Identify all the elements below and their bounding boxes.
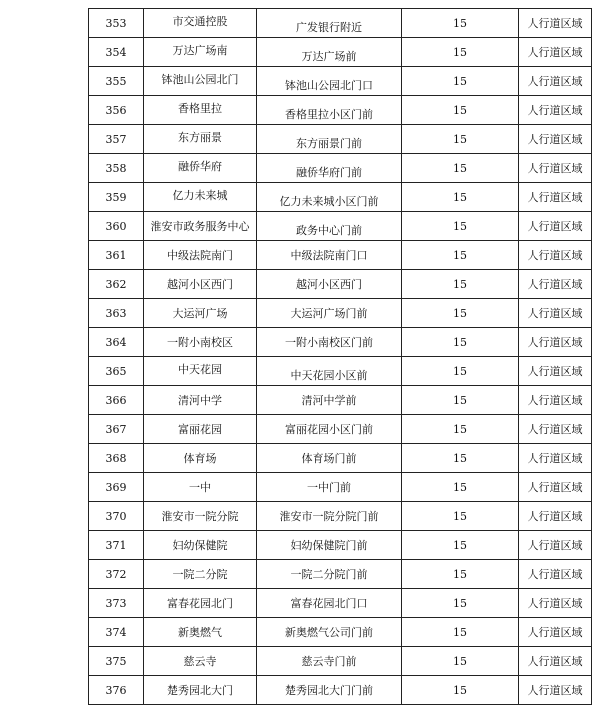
cell-number-text: 358 — [105, 161, 127, 175]
cell-location — [257, 531, 402, 560]
cell-count — [402, 473, 519, 502]
cell-count — [402, 618, 519, 647]
cell-name-text: 富丽花园 — [178, 422, 222, 436]
cell-name — [144, 444, 257, 473]
cell-location — [257, 183, 402, 212]
cell-count-text: 15 — [453, 190, 467, 204]
table-row — [89, 473, 592, 502]
cell-area-text: 人行道区域 — [527, 306, 583, 320]
cell-location-text: 越河小区西门 — [296, 277, 362, 291]
cell-name — [144, 67, 257, 96]
cell-name-text: 市交通控股 — [172, 14, 228, 28]
cell-name — [144, 328, 257, 357]
cell-location — [257, 9, 402, 38]
cell-name-text: 妇幼保健院 — [172, 538, 228, 552]
cell-number — [89, 502, 144, 531]
table-row — [89, 125, 592, 154]
table-row — [89, 67, 592, 96]
table-body — [89, 9, 592, 705]
cell-number-text: 356 — [105, 103, 127, 117]
cell-location-text: 钵池山公园北门口 — [285, 78, 373, 92]
cell-number — [89, 125, 144, 154]
cell-count-text: 15 — [453, 161, 467, 175]
cell-count-text: 15 — [453, 364, 467, 378]
table-row — [89, 357, 592, 386]
table-row — [89, 38, 592, 67]
cell-location-text: 清河中学前 — [301, 393, 357, 407]
cell-location — [257, 560, 402, 589]
cell-name — [144, 183, 257, 212]
cell-location-text: 富春花园北门口 — [290, 596, 368, 610]
cell-area-text: 人行道区域 — [527, 74, 583, 88]
cell-area-text: 人行道区域 — [527, 683, 583, 697]
cell-location — [257, 212, 402, 241]
cell-area — [519, 386, 592, 415]
cell-number-text: 362 — [105, 277, 127, 291]
cell-area — [519, 502, 592, 531]
cell-number — [89, 67, 144, 96]
cell-area-text: 人行道区域 — [527, 538, 583, 552]
cell-count-text: 15 — [453, 480, 467, 494]
cell-number-text: 373 — [105, 596, 127, 610]
cell-name-text: 香格里拉 — [178, 101, 222, 115]
cell-name-text: 体育场 — [183, 451, 217, 465]
cell-location-text: 一院二分院门前 — [290, 567, 368, 581]
cell-area-text: 人行道区域 — [527, 654, 583, 668]
cell-count-text: 15 — [453, 219, 467, 233]
cell-location-text: 富丽花园小区门前 — [285, 422, 373, 436]
cell-location-text: 亿力未来城小区门前 — [279, 194, 379, 208]
cell-area-text: 人行道区域 — [527, 161, 583, 175]
cell-number — [89, 328, 144, 357]
cell-name — [144, 560, 257, 589]
cell-number-text: 361 — [105, 248, 127, 262]
cell-number — [89, 618, 144, 647]
cell-number-text: 374 — [105, 625, 127, 639]
cell-area — [519, 270, 592, 299]
cell-number-text: 357 — [105, 132, 127, 146]
cell-area-text: 人行道区域 — [527, 567, 583, 581]
cell-count — [402, 531, 519, 560]
cell-location-text: 中天花园小区前 — [290, 368, 368, 382]
cell-area-text: 人行道区域 — [527, 16, 583, 30]
cell-name — [144, 299, 257, 328]
cell-count-text: 15 — [453, 422, 467, 436]
table-row — [89, 212, 592, 241]
table-row — [89, 502, 592, 531]
cell-area-text: 人行道区域 — [527, 625, 583, 639]
cell-number — [89, 270, 144, 299]
cell-location-text: 一附小南校区门前 — [285, 335, 373, 349]
cell-area — [519, 125, 592, 154]
cell-name — [144, 125, 257, 154]
cell-name — [144, 38, 257, 67]
cell-name-text: 大运河广场 — [172, 306, 228, 320]
cell-area-text: 人行道区域 — [527, 480, 583, 494]
cell-count-text: 15 — [453, 16, 467, 30]
cell-name — [144, 589, 257, 618]
cell-name-text: 钵池山公园北门 — [161, 72, 239, 86]
cell-name-text: 万达广场南 — [172, 43, 228, 57]
cell-location-text: 万达广场前 — [301, 49, 357, 63]
cell-count — [402, 560, 519, 589]
cell-area — [519, 560, 592, 589]
cell-area — [519, 241, 592, 270]
table-row — [89, 270, 592, 299]
cell-number-text: 376 — [105, 683, 127, 697]
cell-area — [519, 444, 592, 473]
cell-count-text: 15 — [453, 74, 467, 88]
cell-number-text: 359 — [105, 190, 127, 204]
cell-number-text: 375 — [105, 654, 127, 668]
cell-count-text: 15 — [453, 509, 467, 523]
cell-number — [89, 38, 144, 67]
cell-location-text: 融侨华府门前 — [296, 165, 362, 179]
cell-count — [402, 154, 519, 183]
cell-count — [402, 38, 519, 67]
cell-number — [89, 444, 144, 473]
cell-area-text: 人行道区域 — [527, 364, 583, 378]
cell-name — [144, 415, 257, 444]
table-row — [89, 96, 592, 125]
cell-location-text: 广发银行附近 — [296, 20, 362, 34]
cell-location — [257, 270, 402, 299]
cell-name — [144, 647, 257, 676]
cell-area — [519, 183, 592, 212]
cell-name — [144, 9, 257, 38]
cell-count — [402, 647, 519, 676]
cell-name-text: 越河小区西门 — [167, 277, 233, 291]
cell-name — [144, 357, 257, 386]
cell-name — [144, 386, 257, 415]
cell-name-text: 融侨华府 — [178, 159, 222, 173]
cell-count — [402, 415, 519, 444]
cell-number-text: 363 — [105, 306, 127, 320]
cell-name-text: 中天花园 — [178, 362, 222, 376]
table-row — [89, 183, 592, 212]
cell-count — [402, 270, 519, 299]
table-row — [89, 9, 592, 38]
cell-number — [89, 531, 144, 560]
cell-location-text: 慈云寺门前 — [301, 654, 357, 668]
cell-number — [89, 212, 144, 241]
cell-count — [402, 241, 519, 270]
cell-area — [519, 96, 592, 125]
table-row — [89, 531, 592, 560]
cell-number-text: 369 — [105, 480, 127, 494]
cell-count-text: 15 — [453, 306, 467, 320]
cell-area-text: 人行道区域 — [527, 335, 583, 349]
cell-location — [257, 241, 402, 270]
table-row — [89, 299, 592, 328]
cell-area-text: 人行道区域 — [527, 190, 583, 204]
cell-name — [144, 96, 257, 125]
cell-area — [519, 473, 592, 502]
cell-area — [519, 38, 592, 67]
cell-number — [89, 676, 144, 705]
cell-location — [257, 328, 402, 357]
table-row — [89, 444, 592, 473]
cell-location — [257, 386, 402, 415]
table-row — [89, 386, 592, 415]
cell-name — [144, 531, 257, 560]
cell-location — [257, 125, 402, 154]
cell-name — [144, 502, 257, 531]
cell-name — [144, 270, 257, 299]
cell-area — [519, 531, 592, 560]
cell-area — [519, 212, 592, 241]
cell-number — [89, 357, 144, 386]
cell-area — [519, 299, 592, 328]
cell-name-text: 淮安市政务服务中心 — [150, 219, 250, 233]
cell-area — [519, 154, 592, 183]
cell-number — [89, 9, 144, 38]
cell-name-text: 富春花园北门 — [167, 596, 233, 610]
cell-location — [257, 502, 402, 531]
cell-number — [89, 241, 144, 270]
cell-number-text: 367 — [105, 422, 127, 436]
cell-name — [144, 618, 257, 647]
cell-number-text: 355 — [105, 74, 127, 88]
cell-name-text: 一中 — [189, 480, 211, 494]
cell-location-text: 大运河广场门前 — [290, 306, 368, 320]
cell-area-text: 人行道区域 — [527, 277, 583, 291]
cell-number-text: 364 — [105, 335, 127, 349]
cell-number-text: 371 — [105, 538, 127, 552]
cell-name — [144, 212, 257, 241]
cell-count — [402, 676, 519, 705]
cell-name-text: 新奥燃气 — [178, 625, 222, 639]
cell-area-text: 人行道区域 — [527, 596, 583, 610]
cell-count-text: 15 — [453, 132, 467, 146]
cell-number-text: 360 — [105, 219, 127, 233]
cell-location — [257, 38, 402, 67]
cell-number-text: 365 — [105, 364, 127, 378]
cell-number — [89, 589, 144, 618]
cell-count-text: 15 — [453, 335, 467, 349]
cell-area — [519, 676, 592, 705]
cell-number — [89, 386, 144, 415]
cell-count — [402, 299, 519, 328]
cell-number-text: 353 — [105, 16, 127, 30]
cell-area-text: 人行道区域 — [527, 248, 583, 262]
cell-area — [519, 357, 592, 386]
table-row — [89, 241, 592, 270]
data-table — [88, 8, 592, 705]
cell-location-text: 体育场门前 — [301, 451, 357, 465]
cell-number — [89, 560, 144, 589]
cell-location — [257, 676, 402, 705]
table-row — [89, 560, 592, 589]
cell-number — [89, 473, 144, 502]
cell-number — [89, 154, 144, 183]
cell-location — [257, 473, 402, 502]
cell-count — [402, 502, 519, 531]
cell-area — [519, 589, 592, 618]
cell-name-text: 东方丽景 — [178, 130, 222, 144]
cell-name-text: 淮安市一院分院 — [161, 509, 239, 523]
table-row — [89, 647, 592, 676]
cell-name-text: 楚秀园北大门 — [167, 683, 233, 697]
cell-count-text: 15 — [453, 277, 467, 291]
cell-location — [257, 589, 402, 618]
cell-location-text: 新奥燃气公司门前 — [285, 625, 373, 639]
table-row — [89, 328, 592, 357]
cell-count-text: 15 — [453, 393, 467, 407]
cell-count-text: 15 — [453, 683, 467, 697]
cell-count — [402, 357, 519, 386]
cell-area-text: 人行道区域 — [527, 103, 583, 117]
cell-count-text: 15 — [453, 45, 467, 59]
cell-location-text: 淮安市一院分院门前 — [279, 509, 379, 523]
cell-location — [257, 618, 402, 647]
cell-number-text: 354 — [105, 45, 127, 59]
cell-area — [519, 67, 592, 96]
cell-location — [257, 415, 402, 444]
cell-area — [519, 647, 592, 676]
cell-area — [519, 415, 592, 444]
cell-count — [402, 444, 519, 473]
cell-count — [402, 328, 519, 357]
cell-count — [402, 386, 519, 415]
table-row — [89, 589, 592, 618]
cell-area-text: 人行道区域 — [527, 509, 583, 523]
cell-number — [89, 415, 144, 444]
cell-location — [257, 299, 402, 328]
cell-name — [144, 241, 257, 270]
cell-location — [257, 67, 402, 96]
cell-name-text: 一院二分院 — [172, 567, 228, 581]
cell-count-text: 15 — [453, 654, 467, 668]
cell-count-text: 15 — [453, 567, 467, 581]
cell-location — [257, 647, 402, 676]
cell-location-text: 楚秀园北大门门前 — [285, 683, 373, 697]
cell-area — [519, 618, 592, 647]
cell-number — [89, 299, 144, 328]
cell-number — [89, 647, 144, 676]
cell-location-text: 妇幼保健院门前 — [290, 538, 368, 552]
cell-location — [257, 154, 402, 183]
cell-name — [144, 473, 257, 502]
cell-name-text: 清河中学 — [178, 393, 222, 407]
cell-name-text: 中级法院南门 — [167, 248, 233, 262]
cell-count-text: 15 — [453, 451, 467, 465]
cell-area-text: 人行道区域 — [527, 393, 583, 407]
cell-location-text: 东方丽景门前 — [296, 136, 362, 150]
cell-area-text: 人行道区域 — [527, 132, 583, 146]
cell-count-text: 15 — [453, 538, 467, 552]
cell-count-text: 15 — [453, 596, 467, 610]
cell-count — [402, 183, 519, 212]
table-row — [89, 154, 592, 183]
cell-count — [402, 212, 519, 241]
cell-count-text: 15 — [453, 248, 467, 262]
cell-number-text: 366 — [105, 393, 127, 407]
cell-name-text: 慈云寺 — [183, 654, 217, 668]
cell-area-text: 人行道区域 — [527, 219, 583, 233]
cell-location — [257, 444, 402, 473]
cell-count — [402, 125, 519, 154]
cell-number-text: 370 — [105, 509, 127, 523]
cell-name-text: 亿力未来城 — [172, 188, 228, 202]
cell-number-text: 368 — [105, 451, 127, 465]
cell-name-text: 一附小南校区 — [167, 335, 233, 349]
cell-count-text: 15 — [453, 103, 467, 117]
cell-count — [402, 589, 519, 618]
cell-number-text: 372 — [105, 567, 127, 581]
cell-area-text: 人行道区域 — [527, 451, 583, 465]
cell-name — [144, 154, 257, 183]
table-row — [89, 676, 592, 705]
cell-location-text: 政务中心门前 — [296, 223, 362, 237]
cell-name — [144, 676, 257, 705]
table-row — [89, 415, 592, 444]
cell-number — [89, 183, 144, 212]
cell-area — [519, 328, 592, 357]
cell-location-text: 一中门前 — [307, 480, 351, 494]
cell-count — [402, 96, 519, 125]
cell-location — [257, 96, 402, 125]
cell-count — [402, 67, 519, 96]
cell-count — [402, 9, 519, 38]
table-row — [89, 618, 592, 647]
cell-area — [519, 9, 592, 38]
cell-area-text: 人行道区域 — [527, 422, 583, 436]
cell-count-text: 15 — [453, 625, 467, 639]
cell-area-text: 人行道区域 — [527, 45, 583, 59]
cell-location-text: 中级法院南门口 — [290, 248, 368, 262]
cell-location-text: 香格里拉小区门前 — [285, 107, 373, 121]
cell-number — [89, 96, 144, 125]
cell-location — [257, 357, 402, 386]
